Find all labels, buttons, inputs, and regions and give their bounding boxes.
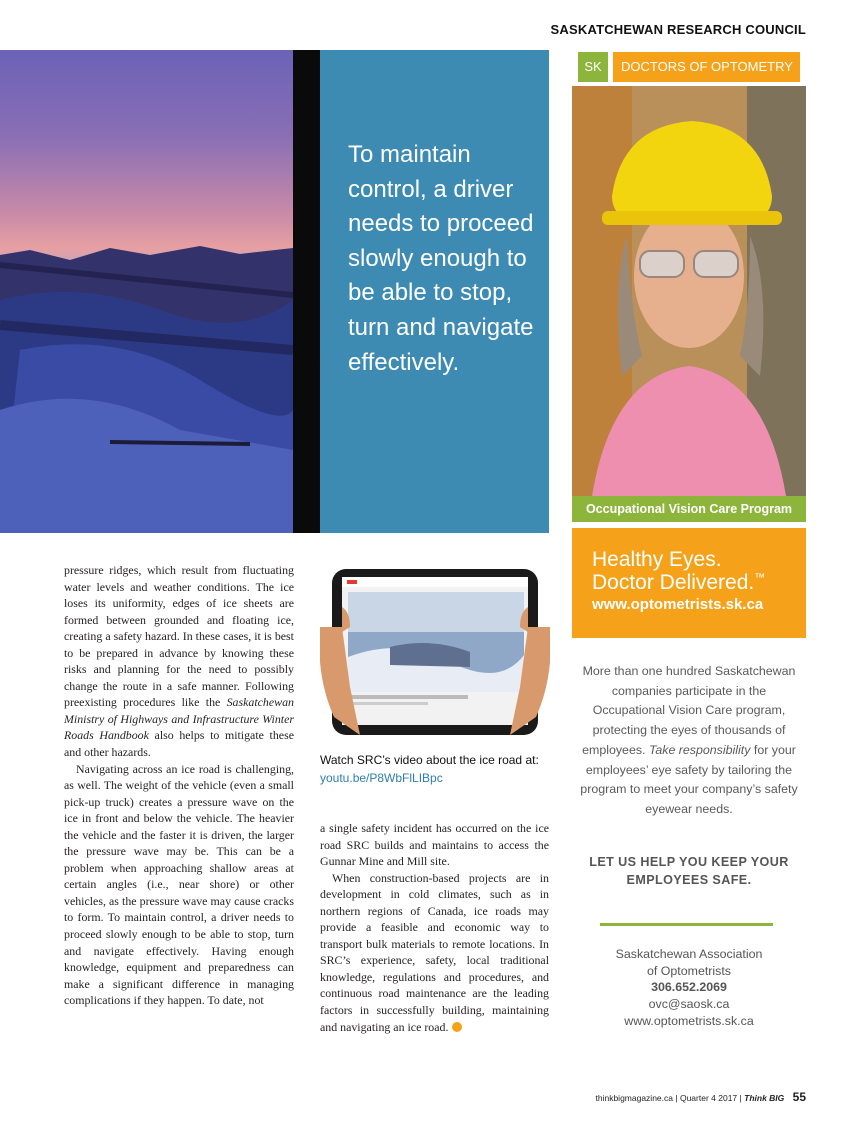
- video-tablet-thumbnail[interactable]: [320, 567, 550, 739]
- contact-website-link[interactable]: www.optometrists.sk.ca: [624, 1013, 754, 1028]
- slogan-panel: [572, 528, 806, 638]
- slogan-line-1: Healthy Eyes.: [592, 548, 722, 571]
- article-column-2: [320, 820, 549, 1035]
- program-label-bar: Occupational Vision Care Program: [572, 496, 806, 522]
- video-caption: Watch SRC’s video about the ice road at: youtu.be/P8WbFlLIBpc: [320, 753, 539, 785]
- ice-road-landscape-photo: [0, 50, 293, 533]
- pull-quote-panel: [320, 50, 549, 533]
- footer-brand: Think BIG: [744, 1093, 785, 1103]
- article-paragraph: Navigating across an ice road is challenging, as well. The weight of the vehicle (even a small pick-up truck) creates a pressure wave on the ice in front and below the vehicle. The heavier the vehicle and the faster it is driven, the larger the pressure wave may be. This can be a problem when approaching shallow areas at certain angles (i.e., near shore) or other vehicles, as the pressure wave may cause cracks to form. To maintain control, a driver needs to proceed slowly enough to be able to stop, turn and navigate effectively. Having enough knowledge, equipment and preparedness can make a significant difference in managing complications if they happen. To date, not: [64, 761, 294, 1008]
- ad-body-text: More than one hundred Saskatchewan companies participate in the Occupational Vision Care program, protecting the eyes of thousands of employees. Take responsibility for your employees’ eye safety by tailoring the program to meet your company’s safety eyewear needs.: [580, 664, 798, 816]
- contact-email[interactable]: ovc@saosk.ca: [648, 997, 730, 1012]
- video-link[interactable]: youtu.be/P8WbFlLIBpc: [320, 771, 443, 785]
- pull-quote-text: To maintain control, a driver needs to proceed slowly enough to be able to stop, turn and navigate effectively.: [348, 141, 534, 376]
- article-paragraph: pressure ridges, which result from fluctuating water levels and weather conditions. The ice loses its uniformity, edges of ice sheets are formed between grounded and floating ice, creating a safety hazard. In these cases, it is best to be prepared in advance by knowing these risks and planning for the need to possibly change the route in a safe manner. Following preexisting procedures like the Saskatchewan Ministry of Highways and Infrastructure Winter Roads Handbook also helps to mitigate these and other hazards.: [64, 563, 294, 760]
- section-header: SASKATCHEWAN RESEARCH COUNCIL: [550, 22, 806, 37]
- footer-issue: Quarter 4 2017: [679, 1093, 738, 1103]
- photo-divider-bar: [293, 50, 320, 533]
- worker-in-hard-hat-photo: [572, 86, 806, 496]
- ad-contact-block: [580, 946, 798, 1030]
- footer-site[interactable]: thinkbigmagazine.ca: [595, 1093, 673, 1103]
- contact-org-line-2: of Optometrists: [646, 963, 731, 978]
- end-of-article-icon: [452, 1022, 462, 1032]
- ad-divider: [600, 923, 773, 926]
- page-number: 55: [792, 1090, 806, 1104]
- article-column-1: [64, 562, 294, 1009]
- slogan-line-2: Doctor Delivered.™: [592, 571, 766, 594]
- article-paragraph: a single safety incident has occurred on the ice road SRC builds and maintains to access the Gunnar Mine and Mill site.: [320, 821, 549, 869]
- article-paragraph: When construction-based projects are in development in cold climates, such as in northern regions of Canada, ice roads may provide a feasible and economic way to transport bulk materials to remote locations. In SRC’s experience, safety, local traditional knowledge, regulations and procedures, and continuous road maintenance are the leading factors in successfully building, maintaining and navigating an ice road.: [320, 870, 549, 1034]
- slogan-url-link[interactable]: www.optometrists.sk.ca: [592, 596, 764, 613]
- contact-org-line-1: Saskatchewan Association: [615, 947, 763, 961]
- ad-sk-tag: SK: [578, 52, 608, 82]
- ad-call-to-action: LET US HELP YOU KEEP YOUR EMPLOYEES SAFE.: [589, 855, 789, 887]
- page-footer: thinkbigmagazine.ca | Quarter 4 2017 | Think BIG 55: [595, 1090, 806, 1104]
- ad-title-tag: DOCTORS OF OPTOMETRY: [613, 52, 800, 82]
- contact-phone[interactable]: 306.652.2069: [651, 980, 727, 995]
